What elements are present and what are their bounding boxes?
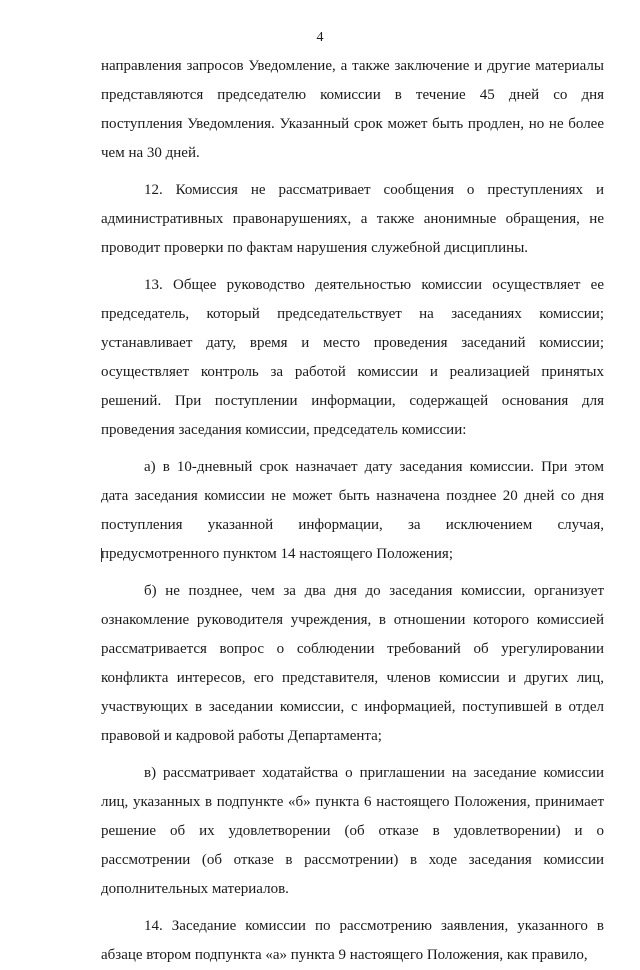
- paragraph-13: 13. Общее руководство деятельностью комиссии осуществляет ее председатель, который председательствует на заседаниях комиссии; устанавливает дату, время и место проведения заседаний комиссии; осуществляет контроль за работой комиссии и реализацией принятых решений. При поступлении информации, содержащей основания для проведения заседания комиссии, председатель комиссии:: [101, 277, 604, 438]
- document-body: [101, 52, 604, 970]
- paragraph-continuation: направления запросов Уведомление, а также заключение и другие материалы представляются председателю комиссии в течение 45 дней со дня поступления Уведомления. Указанный срок может быть продлен, но не более чем на 30 дней.: [101, 58, 604, 161]
- paragraph-14: 14. Заседание комиссии по рассмотрению заявления, указанного в абзаце втором подпункта «а» пункта 9 настоящего Положения, как правило,: [101, 918, 604, 963]
- subparagraph-b: б) не позднее, чем за два дня до заседания комиссии, организует ознакомление руководителя учреждения, в отношении которого комиссией рассматривается вопрос о соблюдении требований об урегулировании конфликта интересов, его представителя, членов комиссии и других лиц, участвующих в заседании комиссии, с информацией, поступившей в отдел правовой и кадровой работы Департамента;: [101, 583, 604, 744]
- page-number: 4: [316, 30, 324, 45]
- subparagraph-v: в) рассматривает ходатайства о приглашении на заседание комиссии лиц, указанных в подпункте «б» пункта 6 настоящего Положения, принимает решение об их удовлетворении (об отказе в удовлетворении) и о рассмотрении (об отказе в рассмотрении) в ходе заседания комиссии дополнительных материалов.: [101, 765, 604, 897]
- subparagraph-a: а) в 10-дневный срок назначает дату заседания комиссии. При этом дата заседания комиссии не может быть назначена позднее 20 дней со дня поступления указанной информации, за исключением случая, предусмотренного пунктом 14 настоящего Положения;: [101, 459, 604, 562]
- paragraph-12: 12. Комиссия не рассматривает сообщения о преступлениях и административных правонарушениях, а также анонимные обращения, не проводит проверки по фактам нарушения служебной дисциплины.: [101, 182, 604, 256]
